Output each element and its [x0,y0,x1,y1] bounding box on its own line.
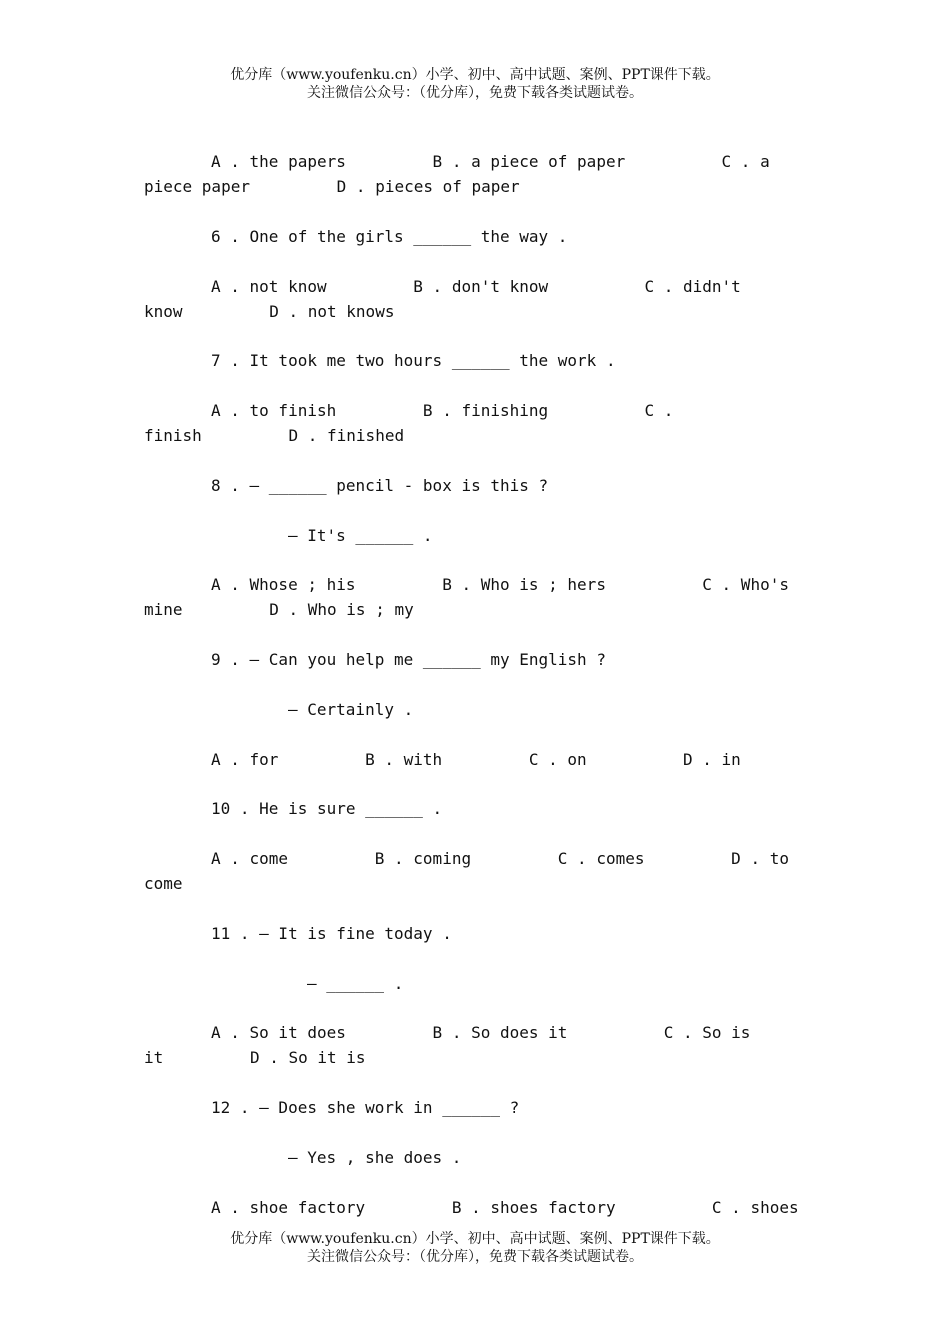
option-line-q11: A . So it does B . So does it C . So is [211,1023,751,1042]
question-7: 7 . It took me two hours ______ the work . [211,351,616,370]
question-6: 6 . One of the girls ______ the way . [211,227,568,246]
option-line-q6: A . not know B . don't know C . didn't [211,277,741,296]
question-11: 11 . — It is fine today . [211,924,452,943]
header-line-2: 关注微信公众号：（优分库），免费下载各类试题试卷。 [307,85,643,101]
option-line-q10-wrap: come [144,874,183,893]
option-line-q7: A . to finish B . finishing C . [211,401,674,420]
option-line-q5: A . the papers B . a piece of paper C . a [211,152,770,171]
footer-line-1: 优分库（www.youfenku.cn）小学、初中、高中试题、案例、PPT课件下载。 [230,1231,720,1247]
option-line-q6-wrap: know D . not knows [144,302,395,321]
question-10: 10 . He is sure ______ . [211,799,443,818]
option-line-q7-wrap: finish D . finished [144,426,405,445]
option-line-q8: A . Whose ; his B . Who is ; hers C . Who's [211,575,789,594]
option-line-q8-wrap: mine D . Who is ; my [144,600,414,619]
question-8: 8 . — ______ pencil - box is this ? [211,476,549,495]
footer-line-2: 关注微信公众号：（优分库），免费下载各类试题试卷。 [307,1249,643,1265]
page-footer [0,1230,950,1266]
question-9: 9 . — Can you help me ______ my English ? [211,650,606,669]
option-line-q5-wrap: piece paper D . pieces of paper [144,177,520,196]
question-9-response: — Certainly . [288,700,414,719]
option-line-q12: A . shoe factory B . shoes factory C . shoes [211,1198,799,1217]
question-12: 12 . — Does she work in ______ ? [211,1098,520,1117]
question-8-response: — It's ______ . [288,526,433,545]
page-header [0,66,950,102]
header-line-1: 优分库（www.youfenku.cn）小学、初中、高中试题、案例、PPT课件下载。 [230,67,720,83]
question-12-response: — Yes , she does . [288,1148,462,1167]
option-line-q10: A . come B . coming C . comes D . to [211,849,789,868]
question-11-response: — ______ . [307,974,404,993]
option-line-q11-wrap: it D . So it is [144,1048,366,1067]
option-line-q9: A . for B . with C . on D . in [211,750,741,769]
